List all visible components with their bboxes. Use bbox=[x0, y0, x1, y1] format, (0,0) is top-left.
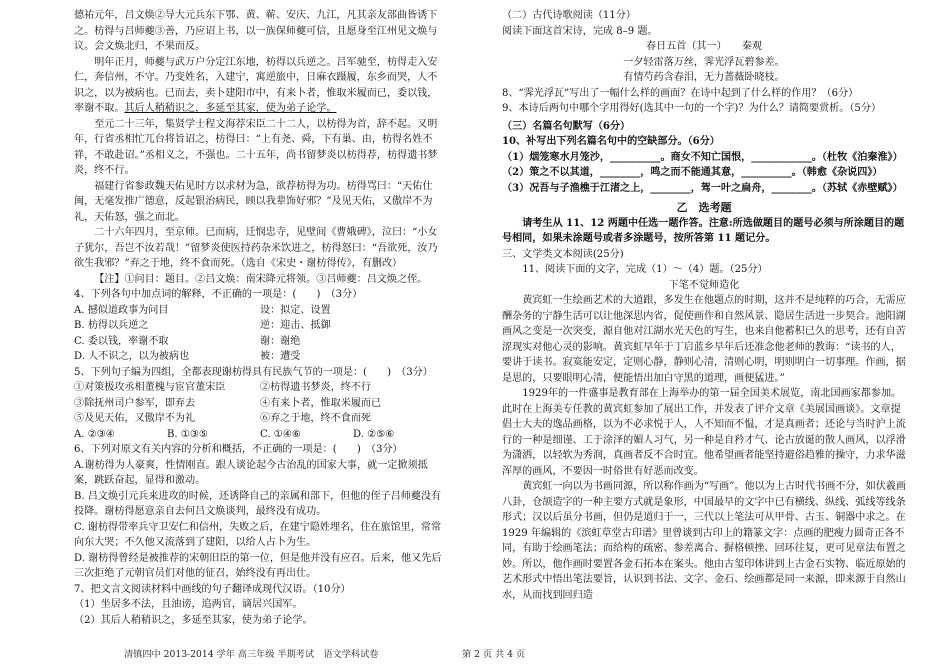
passage-para-5: 二十六年四月，至京师。已而病，迁悯忠寺，见壁间《曹娥碑》，泣曰：“小女子犹尔，吾岂不汝若哉！”留梦炎使医持药杂米饮进之，枋得怒曰：“吾欲死，汝乃欲生我邪？”弃之于地，终不食而死。（选自《宋史・谢枋得传》，有删改） bbox=[74, 227, 438, 269]
passage-para-4: 福建行省参政魏天佑见时方以求材为急，欲荐枋得为功。枋得骂曰：“天佑仕闽，无毫发推广德意，反起银治病民，顾以我辈饰好邪？”及见天佑，又傲岸不为礼，天佑怒，强之而北。 bbox=[74, 180, 433, 223]
q10-item-3 bbox=[502, 181, 906, 197]
poem-line-1: 一夕轻雷落万丝，霁光浮瓦碧参差。 bbox=[623, 56, 785, 68]
q6-option-a: A.谢枋得为人豪爽，性情刚直。跟人谈论起今古治乱的国家大事，就一定掀须抵案，跳跃奋起，显得和激动。 bbox=[74, 459, 428, 486]
q4-stem: 4、下列各句中加点词的解释，不正确的一项是：( ) （3分） bbox=[74, 289, 363, 300]
passage-para-2-text: 明年正月，师夔与武万户分定江东地，枋得以兵逆之。吕军驰至，枋得走入安仁，奔信州，不守。乃变姓名，入建宁，寓逆旅中，日麻衣蹑履，东乡而哭，人不识之，以为被病也。已而去，卖卜建阳市中，有来卜者，惟取米履而已，委以钱，率谢不取。 bbox=[74, 56, 438, 114]
section-recitation-heading: （三）名篇名句默写（6分） bbox=[502, 120, 631, 132]
q5-choice-d: D. ②⑤⑥ bbox=[353, 428, 395, 440]
q10-2-blank-a[interactable]: ________ bbox=[599, 167, 641, 178]
q5-choice-a: A. ②③④ bbox=[74, 428, 115, 440]
article-para-1: 黄宾虹一生绘画艺术的大道跟，多发生在他题点的时期，这并不是纯粹的巧合，无需应酬杂务的宁静生活可以让他深思内省，促使画作和自然风景、隐居生活进一步契合。池阳湖画风之变是一次突变，源自他对江湖水光天色的写生，也来自他蓄积已久的思考，还有自苦涩现实对他心灵的影响。黄宾虹早年于丁启蓝乡早年后还准念他老师的教诲：“读书的人，要讲于读书。寂寞能安定，定则心静，静则心清，清则心明，明则明白一切事理。作画，据是思的，只要眼明心清，便能悟出加白守黑的道理，画便猛进。” bbox=[502, 295, 906, 384]
q5-pair-1 bbox=[74, 380, 446, 396]
q10-item-1 bbox=[502, 150, 906, 166]
q10-1-mid: 。商女不知亡国恨， bbox=[660, 151, 752, 163]
q4-option-a bbox=[74, 303, 446, 319]
underlined-sentence: 其后人稍稍识之，多延至其家，使为弟子论学。 bbox=[124, 103, 337, 114]
q10-3-blank-b[interactable]: ________ bbox=[771, 182, 812, 194]
q4-option-c bbox=[74, 334, 446, 350]
q7-item-2: （2）其后人稍稍识之，多延至其家，使为弟子论学。 bbox=[74, 614, 313, 626]
poem-title: 春日五首（其一） 秦观 bbox=[645, 41, 763, 52]
q5-item-6: ⑥弃之于地，终不食而死 bbox=[260, 413, 372, 424]
q10-3-post: 。（苏轼《赤壁赋》） bbox=[811, 182, 903, 194]
q4-c-text: C. 委以钱，率谢不取 bbox=[74, 335, 169, 347]
q8: 8、“霁光浮瓦”写出了一幅什么样的画面？在诗中起到了什么样的作用？（6分） bbox=[502, 87, 859, 99]
q6-option-d: D. 谢枋得曾经是被推荐的宋朝旧臣的第一位，但是他并没有应召。后来，他又先后三次拒绝了元朝官员们对他的征召，始终没有再出仕。 bbox=[74, 552, 442, 579]
q5-choices bbox=[74, 427, 446, 443]
poem-line-2: 有情芍药含春泪，无力蔷薇卧晓枝。 bbox=[623, 72, 785, 83]
q10-3-blank-a[interactable]: ________ bbox=[650, 182, 691, 194]
q4-option-d bbox=[74, 349, 446, 365]
q5-item-5: ⑤及见天佑，又傲岸不为礼 bbox=[74, 413, 196, 424]
q10-2-mid: ，鸣之而不能通其意， bbox=[640, 167, 742, 178]
passage-para-3: 至元二十三年，集贤学士程文海荐宋臣二十二人，以枋得为首，辞不起。又明年，行省丞相忙兀台将旨诏之，枋得曰：“上有尧、舜，下有巢、由，枋得名姓不祥，不敢赴诏。”丞相义之，不强也。二十五年，尚书留梦炎以枋得荐，枋得遗书梦炎，终不行。 bbox=[74, 118, 438, 176]
q5-item-3: ③除抚州司户参军，即弃去 bbox=[74, 397, 196, 409]
q9: 9、本诗后两句中哪个字用得好(选其中一句的一个字)？为什么？请简要赏析。（5分） bbox=[502, 103, 882, 114]
q10-2-pre: （2）策之不以其道， bbox=[502, 167, 600, 178]
footer-exam-info: 清镇四中 2013-2014 学年 高三年级 半期考试 语文学科试卷 bbox=[124, 649, 379, 660]
q11-stem: 11、阅读下面的文字，完成（1）～（4）题。（25分） bbox=[522, 264, 768, 275]
q4-c-def: 谢：谢绝 bbox=[260, 335, 301, 347]
q10-2-post: 。（韩愈《杂说四》） bbox=[791, 167, 883, 178]
article-para-3: 黄宾虹一向以为书画同源，所以称作画为“写画”。他以为上古时代书画不分，如伏羲画八卦，仓颉造字的一种主要方式就是象形，中国最早的文字中已有横线、纵线、弧线等线条形式；汉以后虽分书画，但仍是道归于一，三代以上笔法可从甲骨、古玉、铜器中求之。在 1929 年编辑的《滨虹草堂古印谱》里曾谈到古印上的籍篆文字：点画的肥瘦力圆奇正各不同，有助于绘画笔法；而给构的疏密、参差离合、摒格顿挫、回环往复，更可见章法布置之妙。所以，他作画时要置各金石拓本在案头。他由古玺印体讲到上古金石实物、临近原始的艺术形式中悟出笔法要旨，认识到书法、文字、金石、绘画都是同一来源，即来源于自然山水，从而找到回归造 bbox=[502, 481, 906, 601]
q10-3-pre: （3）况吾与子渔樵于江渚之上， bbox=[502, 182, 651, 194]
q5-item-2: ②枋得遗书梦炎，终不行 bbox=[260, 382, 372, 393]
q7-item-1: （1）坐居多不法，且油谤，追两官，谪居兴国军。 bbox=[74, 599, 303, 610]
elective-instruction: 请考生从 11、12 两题中任选一题作答。注意:所选做题目的题号必须与所涂题目的题号相同，如果未涂题号或者多涂题号，按所答第 11 题记分。 bbox=[502, 217, 905, 244]
footer-page-number: 第 2 页 共 4 页 bbox=[462, 649, 526, 660]
left-column bbox=[74, 8, 446, 628]
q5-choice-c: C. ①④⑥ bbox=[260, 428, 301, 440]
q5-item-1: ①对策极攻丞相董槐与宦官董宋臣 bbox=[74, 382, 226, 393]
article-title: 下笔不觉师造化 bbox=[668, 279, 740, 291]
q6-stem: 6、下列对原文有关内容的分析和概括，不正确的一项是：( ) （3分） bbox=[74, 444, 403, 455]
q5-pair-2 bbox=[74, 396, 446, 412]
q10-2-blank-b[interactable]: __________ bbox=[741, 167, 792, 178]
section-literature-heading: 三、文学类文本阅读(25分) bbox=[502, 248, 624, 260]
q4-b-def: 逆：迎击、抵御 bbox=[260, 320, 331, 331]
q6-option-c: C. 谢枋得带率兵守卫安仁和信州，失败之后，在建宁隐姓埋名，住在旅馆里，常常向东大哭；不久他又流落到了建阳，以给人占卜为生。 bbox=[74, 521, 442, 548]
passage-note: 【注】①问目：题目。②吕文焕：南宋降元将领。③吕师夔：吕文焕之侄。 bbox=[94, 273, 428, 285]
q4-d-def: 被：遭受 bbox=[260, 351, 301, 362]
right-column bbox=[502, 8, 906, 603]
q5-stem: 5、下列句子编为四组，全都表现谢枋得具有民族气节的一项是：( ) （3分） bbox=[74, 366, 433, 378]
q4-option-b bbox=[74, 318, 446, 334]
passage-para-1: 德祐元年，吕文焕②导大元兵东下鄂、黄、蕲、安庆、九江，凡其亲友部曲皆诱下之。枋得与吕师夔③善，乃应诏上书，以一族保师夔可信，且愿身至江州见文焕与议。会文焕北归，不果而反。 bbox=[74, 10, 438, 52]
q4-a-def: 设：拟定、设置 bbox=[260, 304, 331, 316]
q4-b-text: B. 枋得以兵逆之 bbox=[74, 320, 149, 331]
passage-para-2 bbox=[74, 55, 446, 117]
q5-pair-3 bbox=[74, 411, 446, 427]
q10-1-post: 。（杜牧《泊秦淮》） bbox=[811, 151, 903, 163]
q5-choice-b: B. ①③⑤ bbox=[167, 428, 208, 440]
article-para-2: 1929年的一件盛事是教育部在上海举办的第一届全国美术展览，南北国画家都参加。此时在上海美专任教的黄宾虹参加了展出工作，并发表了评介文章《美展国画谈》。文章提倡士大夫的逸品画格，以为不必求悦于人，人不知而不愠，才是真画者；还论与当时沪上流行的一种是细谨、工于涂泽的媚人习气，另一种是自矜才气、论古放诞的散人画风，以浮滑为潇洒，以轻软为秀润，真画者反不合时宜。他希望画者能坚持避俗趋雅的操守，力求华滋浑厚的画风，不要因一时俗世有好恶而改变。 bbox=[502, 388, 906, 477]
q4-a-text: A. 撼似道政事为问目 bbox=[74, 304, 169, 316]
q10-stem: 10、补写出下列名篇名句中的空缺部分。（6分） bbox=[502, 136, 720, 147]
part-b-heading: 乙 选考题 bbox=[676, 201, 732, 214]
q7-stem: 7、把文言文阅读材料中画线的句子翻译成现代汉语。（10分） bbox=[74, 583, 351, 595]
q4-d-text: D. 人不识之，以为被病也 bbox=[74, 351, 190, 362]
q10-3-mid: ，驾一叶之扁舟， bbox=[690, 182, 772, 194]
q10-1-blank-b[interactable]: ____________ bbox=[751, 151, 812, 163]
q6-option-b: B. 吕文焕引元兵来进攻的时候，还诱降自己的亲属和部下，但他的侄子吕师夔没有投降。谢枋得愿意亲自去何吕文焕谈判，最终没有成功。 bbox=[74, 490, 442, 517]
poetry-instruction: 阅读下面这首宋诗，完成 8–9 题。 bbox=[502, 25, 658, 37]
q10-item-2 bbox=[502, 165, 906, 181]
q10-1-blank-a[interactable]: __________ bbox=[609, 151, 661, 163]
q10-1-pre: （1）烟笼寒水月笼沙， bbox=[502, 151, 610, 163]
section-poetry-heading: （二）古代诗歌阅读（11分） bbox=[502, 10, 636, 21]
q5-item-4: ④有来卜者，惟取米履而已 bbox=[260, 397, 382, 409]
